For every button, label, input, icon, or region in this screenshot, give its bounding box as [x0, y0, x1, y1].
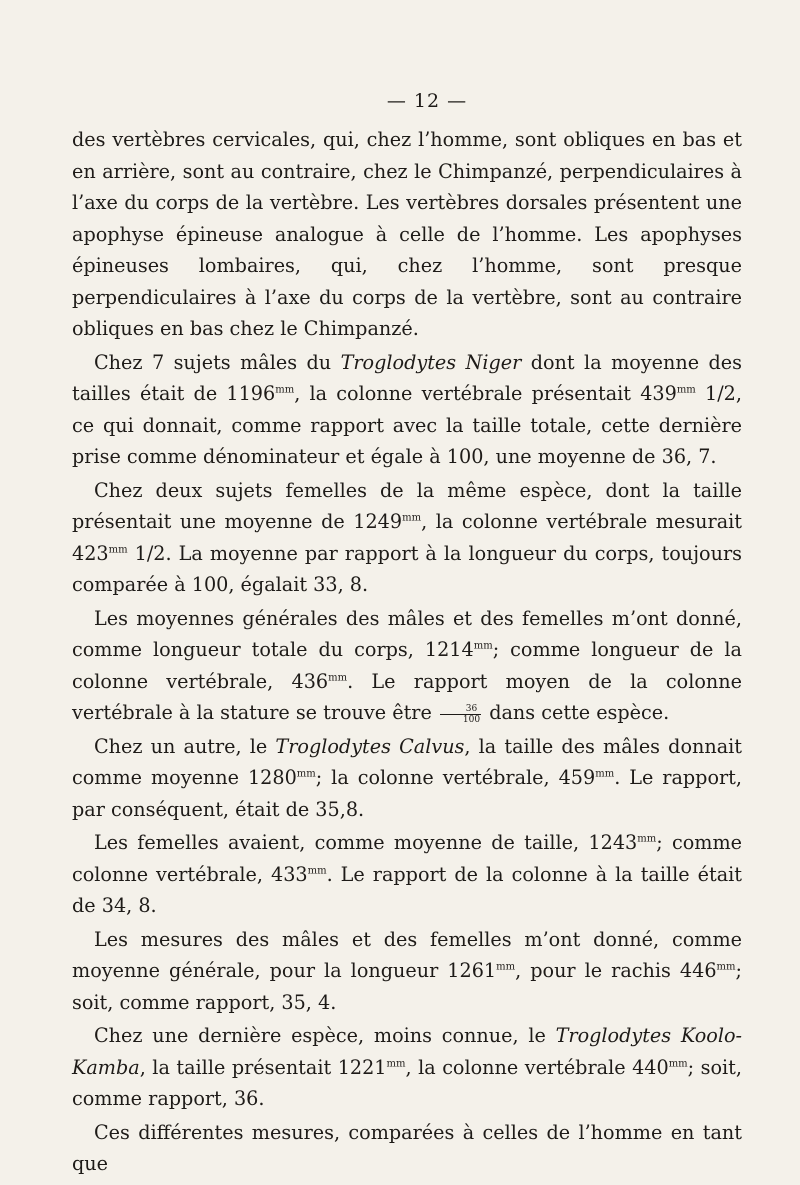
- fraction-denominator: 100: [462, 714, 481, 725]
- text-run: , la taille présentait 1221: [139, 1055, 387, 1079]
- paragraph-p6: [72, 827, 742, 922]
- text-run: . Le rapport de la colonne à la taille était de 34, 8.: [72, 862, 742, 917]
- text-run: Chez deux sujets femelles de la même espèce, dont la taille présentait une moyenne de 1249: [72, 478, 742, 533]
- text-run: Chez une dernière espèce, moins connue, le: [94, 1024, 556, 1047]
- text-run: Ces différentes mesures, comparées à celles de l’homme en tant que: [72, 1120, 742, 1175]
- text-run: dans cette espèce.: [483, 701, 670, 724]
- text-body: [72, 124, 742, 1180]
- species-name: Troglodytes Koolo-Kamba: [72, 1024, 742, 1079]
- text-run: Les moyennes générales des mâles et des femelles m’ont donné, comme longueur totale du corps, 1214: [72, 606, 742, 661]
- paragraph-p5: [72, 731, 742, 826]
- unit-superscript: mm: [275, 384, 295, 396]
- unit-superscript: mm: [676, 384, 696, 396]
- text-run: Les mesures des mâles et des femelles m’ont donné, comme moyenne générale, pour la longueur 1261: [72, 927, 742, 982]
- unit-superscript: mm: [108, 544, 128, 556]
- text-run: ; soit, comme rapport, 35, 4.: [72, 959, 742, 1014]
- text-run: 1/2, ce qui donnait, comme rapport avec la taille totale, cette dernière prise comme dénominateur et égale à 100, une moyenne de 36, 7.: [72, 382, 742, 468]
- text-run: , la colonne vertébrale mesurait 423: [72, 510, 742, 565]
- paragraph-p9: [72, 1117, 742, 1180]
- unit-superscript: mm: [296, 768, 316, 780]
- text-run: ; comme longueur de la colonne vertébrale, 436: [72, 638, 742, 693]
- text-run: Chez 7 sujets mâles du: [94, 350, 341, 374]
- text-run: dont la moyenne des tailles était de 1196: [72, 350, 742, 405]
- text-run: Chez un autre, le: [94, 734, 276, 758]
- paragraph-p3: [72, 475, 742, 601]
- unit-superscript: mm: [307, 865, 327, 877]
- unit-superscript: mm: [716, 961, 736, 973]
- paragraph-p4: [72, 603, 742, 729]
- fraction-numerator: 36: [440, 704, 481, 715]
- unit-superscript: mm: [386, 1058, 406, 1070]
- unit-superscript: mm: [473, 640, 493, 652]
- text-run: , la colonne vertébrale présentait 439: [294, 382, 677, 405]
- unit-superscript: mm: [595, 768, 615, 780]
- unit-superscript: mm: [328, 672, 348, 684]
- paragraph-p8: [72, 1020, 742, 1115]
- paragraph-p2: [72, 347, 742, 473]
- paragraph-p7: [72, 924, 742, 1019]
- text-run: ; comme colonne vertébrale, 433: [72, 831, 742, 886]
- text-run: . Le rapport, par conséquent, était de 35,8.: [72, 766, 742, 821]
- unit-superscript: mm: [637, 833, 657, 845]
- text-run: ; la colonne vertébrale, 459: [315, 766, 596, 789]
- page-number: — 12 —: [386, 90, 468, 112]
- text-run: , pour le rachis 446: [515, 959, 717, 982]
- species-name: Troglodytes Niger: [340, 350, 522, 374]
- paragraph-p1: [72, 124, 742, 345]
- text-run: , la taille des mâles donnait comme moyenne 1280: [72, 734, 742, 789]
- fraction: [440, 704, 481, 725]
- text-run: des vertèbres cervicales, qui, chez l’homme, sont obliques en bas et en arrière, sont au contraire, chez le Chimpanzé, perpendiculaires à l’axe du corps de la vertèbre. Les vertèbres dorsales présentent une apophyse épineuse analogue à celle de l’homme. Les apophyses épineuses lombaires, qui, chez l’homme, sont presque perpendiculaires à l’axe du corps de la vertèbre, sont au contraire obliques en bas chez le Chimpanzé.: [72, 128, 742, 340]
- text-run: Les femelles avaient, comme moyenne de taille, 1243: [94, 831, 638, 854]
- species-name: Troglodytes Calvus: [275, 734, 465, 758]
- unit-superscript: mm: [496, 961, 516, 973]
- text-run: . Le rapport moyen de la colonne vertébrale à la stature se trouve être: [72, 669, 742, 724]
- text-run: ; soit, comme rapport, 36.: [72, 1055, 742, 1110]
- unit-superscript: mm: [402, 512, 422, 524]
- unit-superscript: mm: [668, 1058, 688, 1070]
- text-run: , la colonne vertébrale 440: [405, 1055, 669, 1079]
- text-run: 1/2. La moyenne par rapport à la longueur du corps, toujours comparée à 100, égalait 33, 8.: [72, 541, 742, 596]
